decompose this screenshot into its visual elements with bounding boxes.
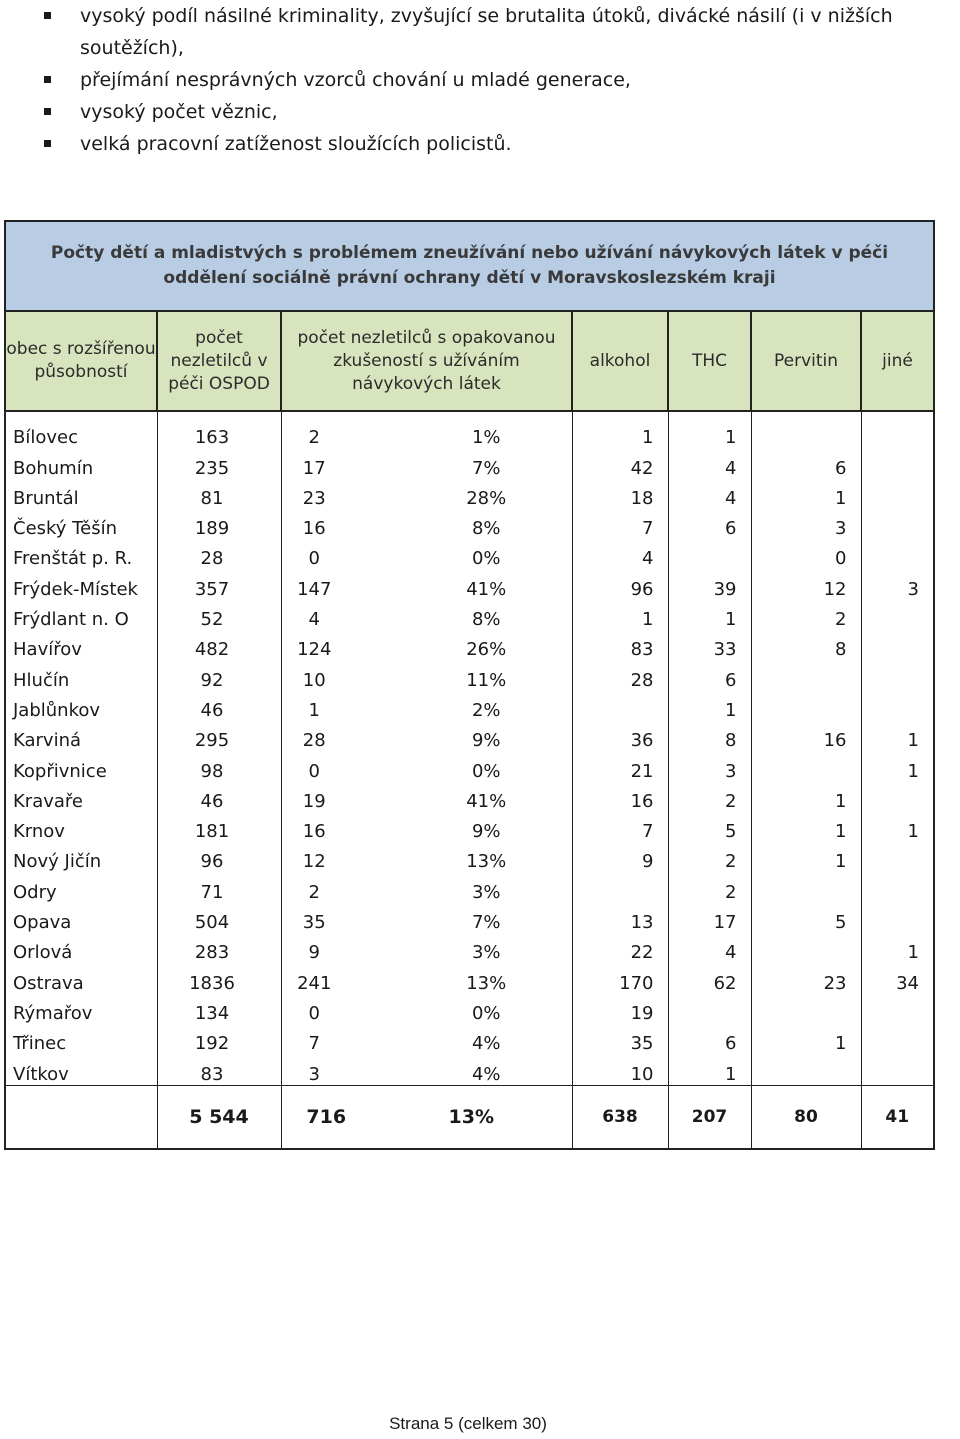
cell-jine: [861, 448, 934, 478]
cell-jine: 34: [861, 963, 934, 993]
cell-count: 134: [157, 994, 281, 1024]
cell-jine: 1: [861, 933, 934, 963]
table-row: [5, 630, 934, 660]
table-row: [5, 660, 934, 690]
cell-pervitin: [751, 660, 861, 690]
cell-pct: 0%: [371, 751, 572, 781]
cell-alkohol: 1: [572, 411, 668, 448]
cell-jine: 1: [861, 721, 934, 751]
cell-pervitin: [751, 751, 861, 781]
cell-pervitin: 16: [751, 721, 861, 751]
cell-pct: 11%: [371, 660, 572, 690]
cell-thc: 2: [668, 842, 751, 872]
table-row: [5, 509, 934, 539]
cell-count: 96: [157, 842, 281, 872]
total-rep: 716: [281, 1085, 371, 1149]
cell-rep: 147: [297, 578, 332, 600]
cell-count: 28: [157, 539, 281, 569]
cell-pervitin: 2: [751, 600, 861, 630]
cell-rep: 7: [308, 1033, 320, 1055]
cell-name: Krnov: [5, 812, 157, 842]
table-row: [5, 691, 934, 721]
cell-thc: [668, 539, 751, 569]
cell-jine: [861, 691, 934, 721]
table-row: [5, 751, 934, 781]
table-row: [5, 721, 934, 751]
cell-pct: 26%: [371, 630, 572, 660]
cell-alkohol: 22: [572, 933, 668, 963]
bullet-list: [44, 0, 960, 160]
cell-pervitin: 0: [751, 539, 861, 569]
cell-alkohol: 83: [572, 630, 668, 660]
cell-count: 295: [157, 721, 281, 751]
cell-jine: [861, 660, 934, 690]
cell-pervitin: [751, 872, 861, 902]
total-alkohol: 638: [572, 1085, 668, 1149]
cell-name: Kravaře: [5, 782, 157, 812]
cell-name: Bruntál: [5, 479, 157, 509]
cell-alkohol: 16: [572, 782, 668, 812]
cell-count: 81: [157, 479, 281, 509]
cell-thc: 8: [668, 721, 751, 751]
cell-thc: 4: [668, 933, 751, 963]
table-row: [5, 1054, 934, 1085]
table-row: [5, 933, 934, 963]
cell-alkohol: [572, 691, 668, 721]
cell-pervitin: [751, 933, 861, 963]
cell-pct: 4%: [371, 1024, 572, 1054]
cell-jine: [861, 994, 934, 1024]
cell-alkohol: 35: [572, 1024, 668, 1054]
cell-jine: [861, 1054, 934, 1085]
cell-thc: 39: [668, 569, 751, 599]
table-row: [5, 1024, 934, 1054]
cell-count: 181: [157, 812, 281, 842]
cell-alkohol: 7: [572, 509, 668, 539]
cell-alkohol: [572, 872, 668, 902]
cell-pervitin: 8: [751, 630, 861, 660]
cell-jine: [861, 509, 934, 539]
cell-rep: 3: [308, 1063, 320, 1085]
cell-name: Kopřivnice: [5, 751, 157, 781]
cell-jine: [861, 842, 934, 872]
cell-jine: 3: [861, 569, 934, 599]
cell-pct: 13%: [371, 842, 572, 872]
table-row: [5, 812, 934, 842]
cell-pervitin: 1: [751, 812, 861, 842]
cell-jine: 1: [861, 812, 934, 842]
cell-rep: 2: [308, 881, 320, 903]
cell-name: Havířov: [5, 630, 157, 660]
cell-pct: 2%: [371, 691, 572, 721]
header-thc: THC: [668, 311, 751, 411]
header-jine: jiné: [861, 311, 934, 411]
cell-alkohol: 36: [572, 721, 668, 751]
cell-name: Vítkov: [5, 1054, 157, 1085]
cell-alkohol: 170: [572, 963, 668, 993]
header-pervitin: Pervitin: [751, 311, 861, 411]
cell-jine: 1: [861, 751, 934, 781]
bullet-item: vysoký počet věznic,: [44, 96, 960, 128]
cell-jine: [861, 872, 934, 902]
cell-thc: 1: [668, 600, 751, 630]
cell-jine: [861, 782, 934, 812]
cell-count: 46: [157, 691, 281, 721]
cell-pervitin: 6: [751, 448, 861, 478]
header-obec: obec s rozšířenou působností: [5, 311, 157, 411]
cell-jine: [861, 479, 934, 509]
cell-count: 98: [157, 751, 281, 781]
cell-rep: 2: [308, 427, 320, 449]
cell-pct: 9%: [371, 812, 572, 842]
cell-pervitin: 23: [751, 963, 861, 993]
cell-count: 163: [157, 411, 281, 448]
cell-pervitin: 1: [751, 782, 861, 812]
cell-pct: 0%: [371, 994, 572, 1024]
cell-count: 92: [157, 660, 281, 690]
cell-alkohol: 96: [572, 569, 668, 599]
cell-name: Nový Jičín: [5, 842, 157, 872]
cell-alkohol: 7: [572, 812, 668, 842]
cell-rep: 10: [302, 669, 326, 691]
cell-count: 1836: [157, 963, 281, 993]
cell-rep: 0: [308, 1002, 320, 1024]
cell-rep: 4: [308, 609, 320, 631]
cell-jine: [861, 539, 934, 569]
cell-thc: 5: [668, 812, 751, 842]
cell-pervitin: 12: [751, 569, 861, 599]
cell-pervitin: 1: [751, 1024, 861, 1054]
cell-rep: 17: [302, 457, 326, 479]
cell-name: Rýmařov: [5, 994, 157, 1024]
cell-pct: 3%: [371, 872, 572, 902]
cell-pervitin: [751, 994, 861, 1024]
cell-count: 46: [157, 782, 281, 812]
header-pocet: počet nezletilců v péči OSPOD: [157, 311, 281, 411]
cell-pct: 7%: [371, 903, 572, 933]
cell-thc: 62: [668, 963, 751, 993]
cell-alkohol: 9: [572, 842, 668, 872]
cell-pervitin: [751, 1054, 861, 1085]
total-jine: 41: [861, 1085, 934, 1149]
cell-alkohol: 18: [572, 479, 668, 509]
cell-thc: 2: [668, 872, 751, 902]
cell-pervitin: 1: [751, 842, 861, 872]
cell-rep: 0: [308, 548, 320, 570]
cell-name: Odry: [5, 872, 157, 902]
cell-name: Třinec: [5, 1024, 157, 1054]
cell-pervitin: 5: [751, 903, 861, 933]
cell-name: Bílovec: [5, 411, 157, 448]
cell-count: 235: [157, 448, 281, 478]
table-row: [5, 872, 934, 902]
totals-row: [5, 1085, 934, 1149]
cell-pct: 8%: [371, 600, 572, 630]
cell-thc: 6: [668, 1024, 751, 1054]
cell-rep: 124: [297, 639, 332, 661]
cell-pervitin: [751, 691, 861, 721]
cell-pct: 4%: [371, 1054, 572, 1085]
cell-thc: 17: [668, 903, 751, 933]
cell-alkohol: 4: [572, 539, 668, 569]
cell-pct: 41%: [371, 782, 572, 812]
cell-name: Hlučín: [5, 660, 157, 690]
cell-count: 189: [157, 509, 281, 539]
cell-pct: 8%: [371, 509, 572, 539]
cell-rep: 12: [302, 851, 326, 873]
total-name: [5, 1085, 157, 1149]
cell-thc: 33: [668, 630, 751, 660]
cell-thc: 3: [668, 751, 751, 781]
table-row: [5, 963, 934, 993]
cell-pct: 1%: [371, 411, 572, 448]
table-row: [5, 600, 934, 630]
cell-thc: 1: [668, 691, 751, 721]
table-row: [5, 994, 934, 1024]
square-bullet-icon: [44, 12, 51, 19]
table-row: [5, 903, 934, 933]
table-title: Počty dětí a mladistvých s problémem zneužívání nebo užívání návykových látek v péči oddělení sociálně právní ochrany dětí v Moravskoslezském kraji: [5, 221, 934, 311]
cell-thc: 6: [668, 660, 751, 690]
cell-name: Bohumín: [5, 448, 157, 478]
cell-thc: 2: [668, 782, 751, 812]
cell-thc: 4: [668, 479, 751, 509]
cell-thc: 1: [668, 1054, 751, 1085]
cell-alkohol: 42: [572, 448, 668, 478]
cell-name: Ostrava: [5, 963, 157, 993]
header-opakovana: počet nezletilců s opakovanou zkušeností s užíváním návykových látek: [281, 311, 572, 411]
page-footer: Strana 5 (celkem 30): [389, 1414, 547, 1433]
square-bullet-icon: [44, 108, 51, 115]
cell-rep: 16: [302, 518, 326, 540]
cell-name: Frýdek-Místek: [5, 569, 157, 599]
cell-jine: [861, 411, 934, 448]
cell-name: Český Těšín: [5, 509, 157, 539]
cell-pervitin: 3: [751, 509, 861, 539]
table-row: [5, 842, 934, 872]
cell-name: Karviná: [5, 721, 157, 751]
total-thc: 207: [668, 1085, 751, 1149]
table-row: [5, 539, 934, 569]
cell-name: Jablůnkov: [5, 691, 157, 721]
cell-rep: 35: [302, 912, 326, 934]
cell-jine: [861, 600, 934, 630]
cell-pervitin: 1: [751, 479, 861, 509]
cell-name: Frýdlant n. O: [5, 600, 157, 630]
cell-pct: 28%: [371, 479, 572, 509]
cell-alkohol: 10: [572, 1054, 668, 1085]
total-pct: 13%: [371, 1085, 572, 1149]
cell-pct: 41%: [371, 569, 572, 599]
cell-name: Orlová: [5, 933, 157, 963]
total-count: 5 544: [157, 1085, 281, 1149]
cell-rep: 0: [308, 760, 320, 782]
cell-pct: 0%: [371, 539, 572, 569]
cell-alkohol: 1: [572, 600, 668, 630]
cell-rep: 16: [302, 821, 326, 843]
bullet-item: velká pracovní zatíženost sloužících policistů.: [44, 128, 960, 160]
cell-alkohol: 28: [572, 660, 668, 690]
bullet-item: vysoký podíl násilné kriminality, zvyšující se brutalita útoků, divácké násilí (i v nižších soutěžích),: [44, 0, 960, 64]
statistics-table: [4, 220, 935, 1150]
table-row: [5, 448, 934, 478]
table-row: [5, 479, 934, 509]
cell-rep: 9: [308, 942, 320, 964]
cell-alkohol: 13: [572, 903, 668, 933]
table-row: [5, 411, 934, 448]
cell-pct: 3%: [371, 933, 572, 963]
square-bullet-icon: [44, 140, 51, 147]
total-pervitin: 80: [751, 1085, 861, 1149]
cell-jine: [861, 630, 934, 660]
cell-alkohol: 21: [572, 751, 668, 781]
bullet-item: přejímání nesprávných vzorců chování u mladé generace,: [44, 64, 960, 96]
cell-count: 71: [157, 872, 281, 902]
table-row: [5, 569, 934, 599]
square-bullet-icon: [44, 76, 51, 83]
cell-thc: 1: [668, 411, 751, 448]
cell-jine: [861, 903, 934, 933]
cell-pct: 13%: [371, 963, 572, 993]
cell-count: 52: [157, 600, 281, 630]
cell-pct: 9%: [371, 721, 572, 751]
cell-count: 283: [157, 933, 281, 963]
cell-rep: 241: [297, 972, 332, 994]
cell-name: Frenštát p. R.: [5, 539, 157, 569]
table-row: [5, 782, 934, 812]
cell-name: Opava: [5, 903, 157, 933]
cell-count: 482: [157, 630, 281, 660]
cell-jine: [861, 1024, 934, 1054]
cell-count: 83: [157, 1054, 281, 1085]
cell-pervitin: [751, 411, 861, 448]
cell-thc: 6: [668, 509, 751, 539]
cell-thc: 4: [668, 448, 751, 478]
cell-count: 192: [157, 1024, 281, 1054]
cell-thc: [668, 994, 751, 1024]
cell-rep: 23: [302, 487, 326, 509]
cell-count: 357: [157, 569, 281, 599]
cell-rep: 19: [302, 790, 326, 812]
header-alkohol: alkohol: [572, 311, 668, 411]
cell-pct: 7%: [371, 448, 572, 478]
cell-rep: 1: [308, 699, 320, 721]
cell-count: 504: [157, 903, 281, 933]
cell-rep: 28: [302, 730, 326, 752]
cell-alkohol: 19: [572, 994, 668, 1024]
